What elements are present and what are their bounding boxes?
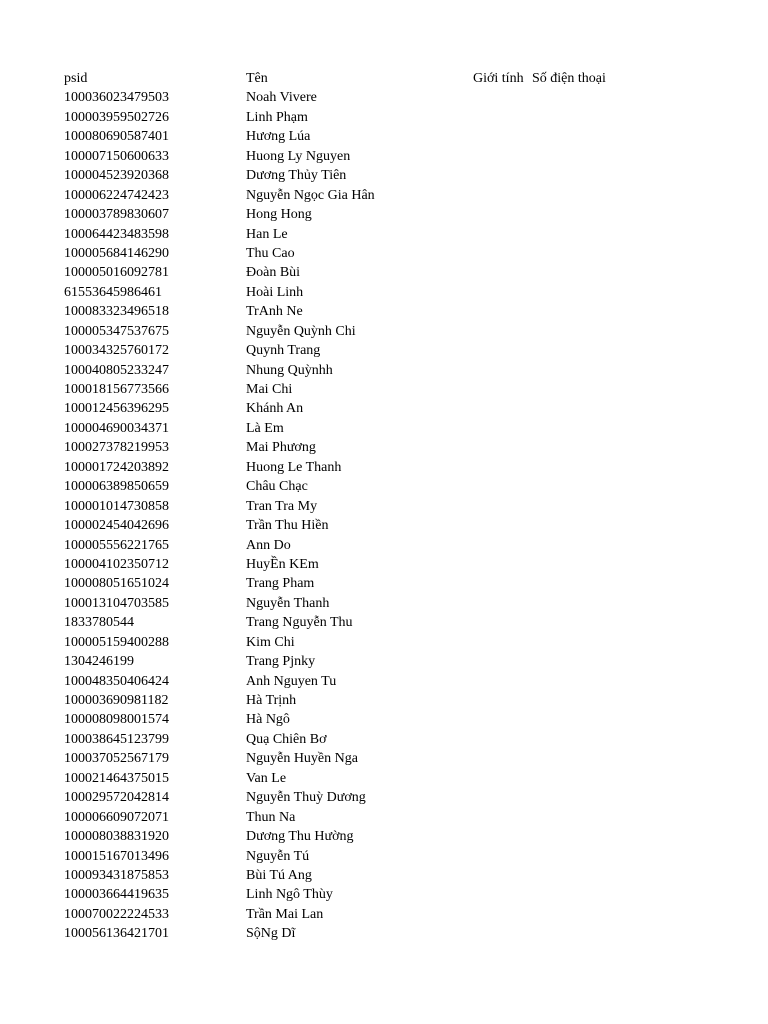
phone-cell [532, 847, 592, 866]
phone-cell [532, 924, 592, 943]
name-cell: Bùi Tú Ang [246, 867, 312, 883]
gender-cell [473, 147, 532, 166]
phone-cell [532, 127, 592, 146]
psid-cell: 100003664419635 [64, 887, 169, 903]
gender-cell [473, 225, 532, 244]
name-cell: Dương Thủy Tiên [246, 168, 347, 184]
name-cell: Thun Na [246, 809, 296, 825]
phone-cell [532, 108, 592, 127]
phone-cell [532, 205, 592, 224]
psid-cell: 100013104703585 [64, 595, 169, 611]
table-row [64, 147, 592, 166]
gender-cell [473, 477, 532, 496]
name-cell: Noah Vivere [246, 90, 317, 106]
gender-cell [473, 808, 532, 827]
phone-cell [532, 730, 592, 749]
phone-cell [532, 652, 592, 671]
name-cell: Trang Pjnky [246, 654, 316, 670]
psid-cell: 100064423483598 [64, 226, 169, 242]
name-cell: Trang Pham [246, 576, 315, 592]
table-row [64, 749, 592, 768]
table-row [64, 380, 592, 399]
table-row [64, 808, 592, 827]
table-row [64, 497, 592, 516]
name-cell: Mai Phương [246, 440, 316, 456]
table-row [64, 691, 592, 710]
table-row [64, 477, 592, 496]
phone-cell [532, 322, 592, 341]
name-cell: TrAnh Ne [246, 304, 303, 320]
phone-cell [532, 633, 592, 652]
phone-cell [532, 788, 592, 807]
gender-cell [473, 633, 532, 652]
gender-cell [473, 885, 532, 904]
psid-cell: 100038645123799 [64, 731, 169, 747]
table-row [64, 555, 592, 574]
phone-cell [532, 827, 592, 846]
phone-cell [532, 613, 592, 632]
gender-cell [473, 555, 532, 574]
table-row [64, 633, 592, 652]
table-body [64, 88, 592, 943]
psid-cell: 100003690981182 [64, 693, 169, 708]
gender-cell [473, 380, 532, 399]
name-cell: Nguyễn Huyền Nga [246, 751, 358, 767]
phone-cell [532, 885, 592, 904]
name-cell: Anh Nguyen Tu [246, 673, 337, 689]
gender-cell [473, 788, 532, 807]
phone-cell [532, 905, 592, 924]
gender-cell [473, 769, 532, 788]
gender-cell [473, 244, 532, 263]
psid-cell: 61553645986461 [64, 284, 162, 300]
table-row [64, 710, 592, 729]
table-row [64, 885, 592, 904]
phone-cell [532, 458, 592, 477]
gender-cell [473, 166, 532, 185]
name-cell: Hong Hong [246, 207, 312, 223]
name-cell: Huong Ly Nguyen [246, 148, 351, 164]
phone-cell [532, 691, 592, 710]
name-cell: Nguyễn Thuỳ Dương [246, 790, 366, 806]
name-cell: Là Em [246, 420, 284, 436]
table-row [64, 652, 592, 671]
header-name: Tên [246, 71, 268, 86]
table-row [64, 594, 592, 613]
gender-cell [473, 205, 532, 224]
gender-cell [473, 341, 532, 360]
name-cell: Hoài Linh [246, 284, 304, 300]
table-row [64, 827, 592, 846]
header-row [64, 69, 606, 88]
name-cell: Đoàn Bùi [246, 265, 301, 281]
table-row [64, 924, 592, 943]
gender-cell [473, 691, 532, 710]
table-row [64, 516, 592, 535]
gender-cell [473, 710, 532, 729]
gender-cell [473, 749, 532, 768]
gender-cell [473, 399, 532, 418]
gender-cell [473, 361, 532, 380]
psid-cell: 100021464375015 [64, 770, 169, 786]
gender-cell [473, 88, 532, 107]
name-cell: Nguyễn Thanh [246, 595, 330, 611]
table-row [64, 205, 592, 224]
psid-cell: 100004690034371 [64, 420, 169, 436]
table-row [64, 399, 592, 418]
psid-cell: 100083323496518 [64, 304, 169, 320]
gender-cell [473, 322, 532, 341]
table-row [64, 283, 592, 302]
psid-cell: 100008038831920 [64, 829, 169, 845]
gender-cell [473, 438, 532, 457]
psid-cell: 100005347537675 [64, 323, 169, 339]
name-cell: Ann Do [246, 537, 291, 553]
psid-cell: 100093431875853 [64, 867, 169, 883]
psid-cell: 100007150600633 [64, 148, 169, 164]
phone-cell [532, 672, 592, 691]
gender-cell [473, 924, 532, 943]
table-row [64, 847, 592, 866]
gender-cell [473, 730, 532, 749]
name-cell: Quạ Chiên Bơ [246, 731, 327, 747]
psid-cell: 100015167013496 [64, 848, 169, 864]
header-phone: Số điện thoại [532, 71, 606, 86]
psid-cell: 100070022224533 [64, 906, 169, 922]
phone-cell [532, 166, 592, 185]
psid-cell: 100027378219953 [64, 440, 169, 456]
gender-cell [473, 186, 532, 205]
phone-cell [532, 380, 592, 399]
psid-cell: 100003789830607 [64, 207, 169, 223]
phone-cell [532, 594, 592, 613]
name-cell: SộNg Dĩ [246, 926, 296, 942]
table-row [64, 263, 592, 282]
phone-cell [532, 769, 592, 788]
psid-cell: 100005684146290 [64, 245, 169, 261]
gender-cell [473, 594, 532, 613]
psid-cell: 100001014730858 [64, 498, 169, 514]
psid-cell: 100004102350712 [64, 556, 169, 572]
table-row [64, 127, 592, 146]
table-row [64, 322, 592, 341]
psid-cell: 100006389850659 [64, 479, 169, 495]
psid-cell: 100002454042696 [64, 518, 169, 534]
phone-cell [532, 88, 592, 107]
gender-cell [473, 497, 532, 516]
table-row [64, 730, 592, 749]
phone-cell [532, 477, 592, 496]
name-cell: Linh Ngô Thùy [246, 887, 333, 903]
table-row [64, 419, 592, 438]
table-row [64, 574, 592, 593]
phone-cell [532, 438, 592, 457]
phone-cell [532, 186, 592, 205]
name-cell: Han Le [246, 226, 288, 242]
phone-cell [532, 283, 592, 302]
name-cell: Linh Phạm [246, 109, 308, 125]
psid-cell: 100018156773566 [64, 382, 169, 397]
gender-cell [473, 283, 532, 302]
phone-cell [532, 710, 592, 729]
table-row [64, 866, 592, 885]
psid-cell: 100006224742423 [64, 187, 169, 203]
name-cell: Châu Chạc [246, 479, 308, 495]
name-cell: Hà Ngô [246, 712, 290, 728]
gender-cell [473, 419, 532, 438]
psid-cell: 100006609072071 [64, 809, 169, 825]
psid-cell: 100040805233247 [64, 362, 169, 378]
psid-cell: 100004523920368 [64, 168, 169, 184]
name-cell: Hà Trịnh [246, 693, 297, 708]
psid-cell: 1304246199 [64, 654, 134, 670]
name-cell: Nguyễn Tú [246, 848, 310, 864]
gender-cell [473, 866, 532, 885]
gender-cell [473, 302, 532, 321]
header-gender: Giới tính [473, 71, 524, 86]
name-cell: Trang Nguyễn Thu [246, 615, 353, 631]
psid-cell: 100008051651024 [64, 576, 169, 592]
table-row [64, 186, 592, 205]
psid-cell: 100080690587401 [64, 129, 169, 145]
gender-cell [473, 458, 532, 477]
psid-cell: 100037052567179 [64, 751, 169, 767]
table-row [64, 905, 592, 924]
name-cell: Huong Le Thanh [246, 459, 342, 475]
name-cell: Hương Lúa [246, 129, 311, 145]
psid-cell: 100048350406424 [64, 673, 169, 689]
psid-cell: 100036023479503 [64, 90, 169, 106]
table-row [64, 108, 592, 127]
table-row [64, 438, 592, 457]
name-cell: HuyỀn KEm [246, 556, 319, 572]
phone-cell [532, 808, 592, 827]
data-table [64, 69, 606, 944]
psid-cell: 100008098001574 [64, 712, 169, 728]
phone-cell [532, 361, 592, 380]
gender-cell [473, 108, 532, 127]
table-row [64, 341, 592, 360]
phone-cell [532, 341, 592, 360]
gender-cell [473, 613, 532, 632]
table-row [64, 613, 592, 632]
name-cell: Quynh Trang [246, 343, 321, 359]
psid-cell: 100005159400288 [64, 634, 169, 650]
phone-cell [532, 536, 592, 555]
name-cell: Trần Thu Hiền [246, 518, 329, 534]
table-row [64, 458, 592, 477]
gender-cell [473, 263, 532, 282]
phone-cell [532, 225, 592, 244]
gender-cell [473, 652, 532, 671]
psid-cell: 100005556221765 [64, 537, 169, 553]
phone-cell [532, 244, 592, 263]
psid-cell: 100012456396295 [64, 401, 169, 417]
name-cell: Nguyễn Ngọc Gia Hân [246, 187, 375, 203]
phone-cell [532, 749, 592, 768]
name-cell: Thu Cao [246, 245, 295, 261]
psid-cell: 100001724203892 [64, 459, 169, 475]
gender-cell [473, 574, 532, 593]
table-row [64, 361, 592, 380]
psid-cell: 100029572042814 [64, 790, 169, 806]
phone-cell [532, 147, 592, 166]
name-cell: Khánh An [246, 401, 304, 417]
table-row [64, 536, 592, 555]
name-cell: Kim Chi [246, 634, 295, 650]
table-row [64, 166, 592, 185]
name-cell: Tran Tra My [246, 498, 318, 514]
phone-cell [532, 399, 592, 418]
phone-cell [532, 555, 592, 574]
table-row [64, 244, 592, 263]
psid-cell: 100005016092781 [64, 265, 169, 281]
header-psid: psid [64, 71, 88, 86]
gender-cell [473, 536, 532, 555]
name-cell: Van Le [246, 770, 287, 786]
name-cell: Dương Thu Hường [246, 829, 354, 845]
gender-cell [473, 672, 532, 691]
table-row [64, 788, 592, 807]
table-row [64, 672, 592, 691]
gender-cell [473, 827, 532, 846]
gender-cell [473, 127, 532, 146]
phone-cell [532, 419, 592, 438]
phone-cell [532, 263, 592, 282]
table-row [64, 88, 592, 107]
table-row [64, 225, 592, 244]
table-row [64, 769, 592, 788]
phone-cell [532, 574, 592, 593]
psid-cell: 100056136421701 [64, 926, 169, 942]
phone-cell [532, 866, 592, 885]
name-cell: Trần Mai Lan [246, 906, 324, 922]
name-cell: Mai Chi [246, 382, 293, 397]
gender-cell [473, 516, 532, 535]
psid-cell: 100003959502726 [64, 109, 169, 125]
name-cell: Nhung Quỳnhh [246, 362, 333, 378]
phone-cell [532, 497, 592, 516]
gender-cell [473, 905, 532, 924]
gender-cell [473, 847, 532, 866]
phone-cell [532, 302, 592, 321]
psid-cell: 100034325760172 [64, 343, 169, 359]
table-row [64, 302, 592, 321]
phone-cell [532, 516, 592, 535]
name-cell: Nguyễn Quỳnh Chi [246, 323, 356, 339]
psid-cell: 1833780544 [64, 615, 134, 631]
